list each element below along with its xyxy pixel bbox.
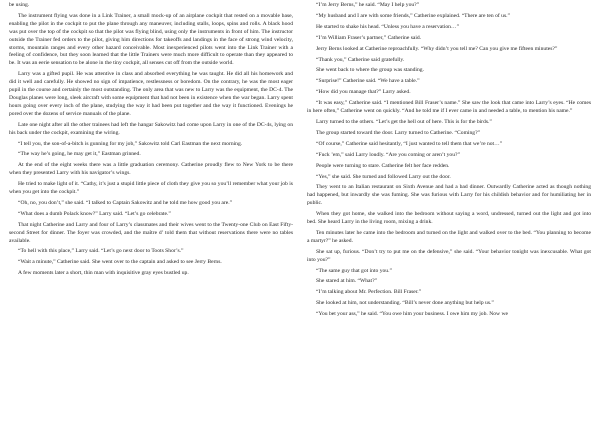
paragraph: She stared at him. “What?” <box>316 278 378 285</box>
left-column <box>9 2 293 424</box>
paragraph: They went to an Italian restaurant on Sixth Avenue and had a bad dinner. Outwardly Catherine acted as though nothing had happened, but inwardly she was fuming. She was furious with Larry for his childish behavior and for humiliating her in public. <box>307 184 591 207</box>
paragraph: A few moments later a short, thin man with inquisitive gray eyes bustled up. <box>18 270 189 277</box>
paragraph: “How did you manage that?” Larry asked. <box>316 89 411 96</box>
paragraph: “I’m Jerry Berns,” he said. “May I help you?” <box>316 2 420 8</box>
paragraph: “To hell with this place,” Larry said. “Let’s go next door to Toots Shor’s.” <box>18 248 184 255</box>
paragraph: She went back to where the group was standing. <box>316 67 424 74</box>
paragraph: The instrument flying was done in a Link Trainer, a small mock-up of an airplane cockpit that rested on a movable base, enabling the pilot in the cockpit to put the plane through any maneuver, including stalls, loops, spins and rolls. A black hood was put over the top of the cockpit so that the pilot was flying blind, using only the instruments in front of him. The instructor outside the Trainer fed orders to the pilot, giving him directions for takeoffs and landings in the face of strong wind velocity, storms, mountain ranges and every other hazard conceivable. Most inexperienced pilots went into the Link Trainer with a feeling of confidence, but they soon learned that the little Trainers were much more difficult to operate than they appeared to be. It was an eerie sensation to be alone in the tiny cockpit, all senses cut off from the outside world. <box>9 12 293 67</box>
paragraph: Larry was a gifted pupil. He was attentive in class and absorbed everything he was taught. He did all his homework and did it well and carefully. He showed no sign of impatience, restlessness or boredom. On the contrary, he was the most eager pupil in the course and certainly the most outstanding. The only area that was new to Larry was the equipment, the DC-4. The Douglas planes were long, sleek aircraft with some equipment that had not been in existence when the war began. Larry spent hours going over every inch of the plane, studying the way it had been put together and the way it functioned. Evenings he pored over the dozens of service manuals of the plane. <box>9 71 293 117</box>
paragraph: At the end of the eight weeks there was a little graduation ceremony. Catherine proudly flew to New York to be there when they presented Larry with his navigator’s wings. <box>9 162 293 177</box>
paragraph: People were turning to stare. Catherine felt her face redden. <box>316 162 450 169</box>
paragraph: She sat up, furious. “Don’t try to put me on the defensive,” she said. “Your behavior tonight was inexcusable. What got into you?” <box>307 248 591 263</box>
paragraph: “Fuck ’em,” said Larry loudly. “Are you coming or aren’t you?” <box>316 151 460 158</box>
paragraph: The group started toward the door. Larry turned to Catherine. “Coming?” <box>316 129 481 136</box>
paragraph: “Of course,” Catherine said hesitantly, “I just wanted to tell them that we’re not…” <box>316 140 503 147</box>
paragraph: be using. <box>9 2 30 8</box>
paragraph: “I’m William Fraser’s partner,” Catherine said. <box>316 34 422 41</box>
paragraph: When they got home, she walked into the bedroom without saying a word, undressed, turned out the light and got into bed. She heard Larry in the living room, mixing a drink. <box>307 211 591 226</box>
paragraph: “Wait a minute,” Catherine said. She went over to the captain and asked to see Jerry Berns. <box>18 259 222 266</box>
paragraph: “Surprise!” Catherine said. “We have a table.” <box>316 78 420 85</box>
paragraph: Ten minutes later he came into the bedroom and turned on the light and walked over to the bed. “You planning to become a martyr?” he asked. <box>307 229 591 244</box>
paragraph: Late one night after all the other trainees had left the hangar Sakowitz had come upon Larry in one of the DC-4s, lying on his back under the cockpit, examining the wiring. <box>9 121 293 136</box>
paragraph: That night Catherine and Larry and four of Larry’s classmates and their wives went to the Twenty-one Club on East Fifty-second Street for dinner. The foyer was crowded, and the maître d’ told them that without reservations there were no tables available. <box>9 221 293 244</box>
paragraph: “You bet your ass,” he said. “You owe him your business. I owe him my job. Now we <box>316 311 508 318</box>
paragraph: “Oh, no, you don’t,” she said. “I talked to Captain Sakowitz and he told me how good you are.” <box>18 199 233 206</box>
paragraph: “It was easy,” Catherine said. “I mentioned Bill Fraser’s name.” She saw the look that came into Larry’s eyes. “He comes in here often,” Catherine went on quickly. “And he told me if I ever came in and needed a table, to mention his name.” <box>307 100 591 115</box>
paragraph: “Yes,” she said. She turned and followed Larry out the door. <box>316 173 451 180</box>
paragraph: He tried to make light of it. “Cathy, it’s just a stupid little piece of cloth they give you so you’ll remember what your job is when you get into the cockpit.” <box>9 181 293 196</box>
paragraph: “I’m talking about Mr. Perfection. Bill Fraser.” <box>316 289 422 296</box>
paragraph: He started to shake his head. “Unless you have a reservation…” <box>316 23 460 30</box>
paragraph: “The way he’s going, he may get it,” Eastman grinned. <box>18 151 141 158</box>
paragraph: She looked at him, not understanding. “Bill’s never done anything but help us.” <box>316 300 494 307</box>
paragraph: “What does a dumb Polack know?” Larry said. “Let’s go celebrate.” <box>18 210 171 217</box>
paragraph: Larry turned to the others. “Let’s get the hell out of here. This is for the birds.” <box>316 118 492 125</box>
paragraph: Jerry Berns looked at Catherine reproachfully. “Why didn’t you tell me? Can you give me fifteen minutes?” <box>316 45 558 52</box>
paragraph: “The same guy that got into you.” <box>316 267 392 274</box>
paragraph: “Thank you,” Catherine said gratefully. <box>316 56 405 63</box>
paragraph: “I tell you, the son-of-a-bitch is gunning for my job,” Sakowitz told Carl Eastman the next morning. <box>18 140 243 147</box>
paragraph: “My husband and I are with some friends,” Catherine explained. “There are ten of us.” <box>316 12 510 19</box>
right-column <box>307 2 591 424</box>
